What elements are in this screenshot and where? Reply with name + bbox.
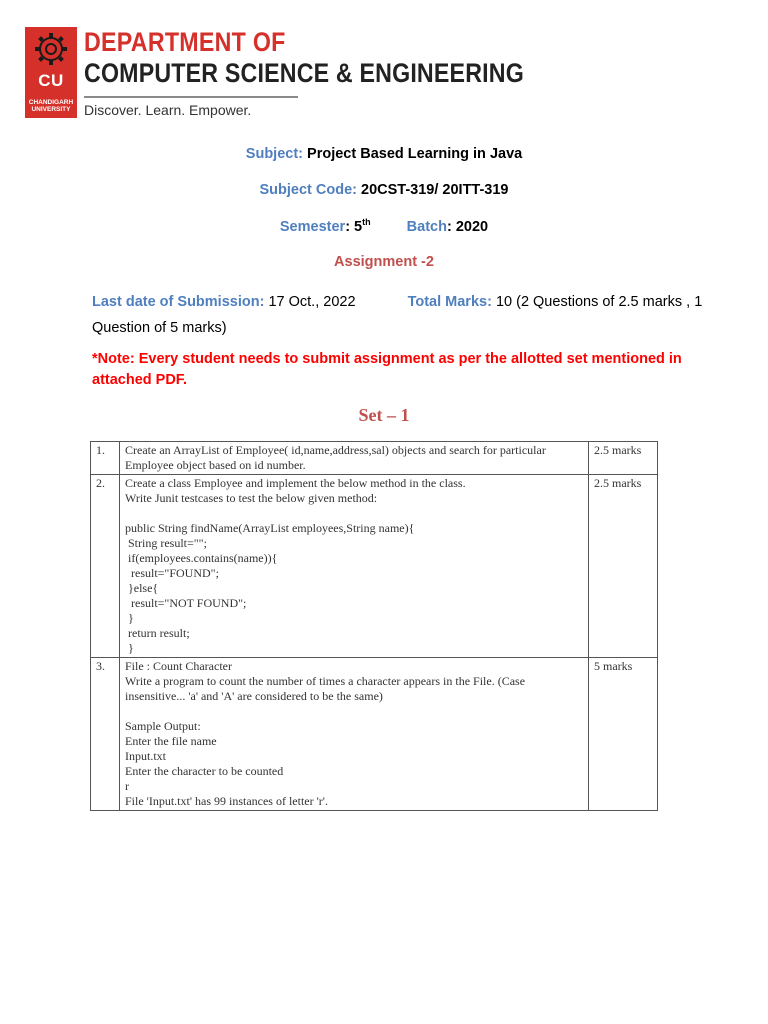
total-marks-label: Total Marks:: [407, 294, 492, 310]
subject-value: Project Based Learning in Java: [307, 146, 523, 162]
set-title: Set – 1: [358, 405, 410, 425]
question-marks: 5 marks: [589, 658, 658, 811]
assignment-title: Assignment -2: [334, 254, 434, 270]
logo-subtext: CHANDIGARH UNIVERSITY: [28, 99, 74, 113]
question-number: 3.: [91, 658, 120, 811]
last-date-value: 17 Oct., 2022: [268, 294, 356, 310]
question-text: File : Count Character Write a program to count the number of times a character appears in the File. (Case insensitive... 'a' and 'A' are considered to be the same) Sample Output: Enter the file name Input.txt Enter the character to be counted r File 'Input.txt' has 99 instances of letter 'r'.: [120, 658, 589, 811]
logo-text: CU: [38, 71, 64, 90]
assignment-line: [0, 254, 768, 270]
subject-line: [0, 146, 768, 162]
table-row: [91, 475, 658, 658]
batch-label: Batch: [406, 219, 447, 235]
subject-code-label: Subject Code:: [259, 182, 357, 198]
subject-code-value: 20CST-319/ 20ITT-319: [361, 182, 509, 198]
questions-table: [90, 441, 658, 811]
gear-icon: [25, 27, 77, 77]
total-marks-value: 10 (2 Questions of 2.5 marks , 1 Question of 5 marks): [92, 294, 703, 336]
semester-sup: th: [362, 217, 371, 227]
department-title-line1: DEPARTMENT OF: [84, 27, 286, 57]
note-text: *Note: Every student needs to submit assignment as per the allotted set mentioned in attached PDF.: [92, 351, 682, 388]
header-divider: [84, 96, 298, 98]
semester-batch-line: [0, 217, 768, 235]
question-number: 1.: [91, 442, 120, 475]
semester-label: Semester: [279, 219, 346, 235]
batch-value: : 2020: [446, 219, 489, 235]
semester-value: : 5: [345, 219, 363, 235]
question-text: Create an ArrayList of Employee( id,name,address,sal) objects and search for particular Employee object based on id number.: [120, 442, 589, 475]
question-text: Create a class Employee and implement the below method in the class. Write Junit testcases to test the below given method: public String findName(ArrayList employees,String name){ String result=""; if(employees.contains(name)){ result="FOUND"; }else{ result="NOT FOUND"; } return result; }: [120, 475, 589, 658]
subject-label: Subject:: [245, 146, 303, 162]
submission-line: [92, 289, 712, 341]
last-date-label: Last date of Submission:: [92, 294, 265, 310]
question-number: 2.: [91, 475, 120, 658]
department-title-line2: COMPUTER SCIENCE & ENGINEERING: [84, 58, 524, 88]
university-logo: [25, 27, 77, 118]
tagline: Discover. Learn. Empower.: [84, 102, 252, 118]
table-row: [91, 442, 658, 475]
subject-code-line: [0, 182, 768, 198]
table-row: [91, 658, 658, 811]
question-marks: 2.5 marks: [589, 475, 658, 658]
question-marks: 2.5 marks: [589, 442, 658, 475]
